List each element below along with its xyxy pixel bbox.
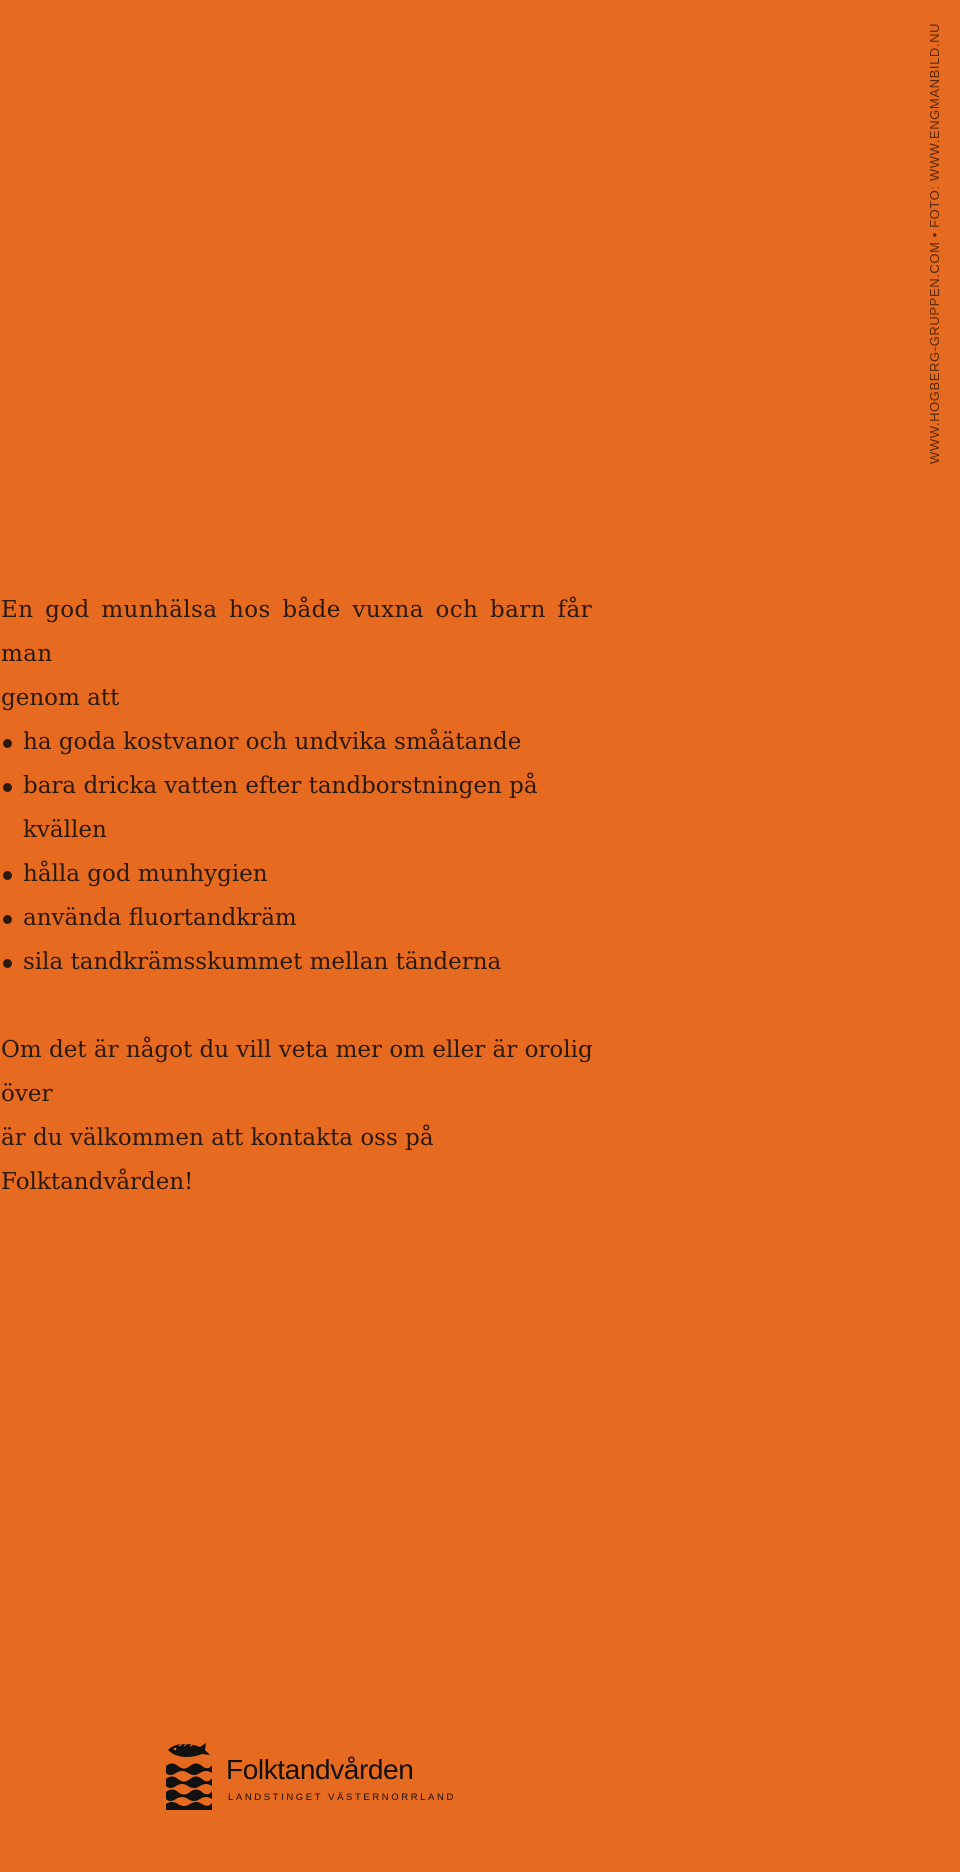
bullet-icon [3, 783, 12, 792]
tips-list [1, 720, 621, 984]
credit-agency: WWW.HOGBERG-GRUPPEN.COM [927, 241, 942, 464]
closing-line: Om det är något du vill veta mer om eller är orolig över [1, 1037, 593, 1107]
list-item [1, 764, 621, 852]
list-item [1, 940, 621, 984]
tip-text: bara dricka vatten efter tandborstningen på kvällen [23, 773, 538, 843]
tip-text: använda fluortandkräm [23, 905, 297, 931]
closing-line: är du välkommen att kontakta oss på Folktandvården! [1, 1125, 434, 1195]
tip-text: hålla god munhygien [23, 861, 268, 887]
intro-line: genom att [1, 685, 120, 711]
intro-line: En god munhälsa hos både vuxna och barn får man [1, 597, 592, 667]
bullet-icon [3, 915, 12, 924]
folktandvarden-logo [166, 1740, 456, 1810]
bullet-icon [3, 959, 12, 968]
intro-paragraph [1, 588, 621, 720]
bullet-icon [3, 739, 12, 748]
bullet-icon [3, 871, 12, 880]
list-item [1, 896, 621, 940]
main-text [1, 588, 621, 1204]
credit-separator: • [927, 232, 942, 238]
list-item [1, 852, 621, 896]
credit-photo: FOTO: WWW.ENGMANBILD.NU [927, 22, 942, 228]
tip-text: sila tandkrämsskummet mellan tänderna [23, 949, 502, 975]
logo-subtitle: LANDSTINGET VÄSTERNORRLAND [228, 1792, 456, 1803]
closing-paragraph [1, 1028, 621, 1204]
logo-name: Folktandvården [226, 1754, 414, 1785]
photo-credit [927, 23, 942, 464]
list-item [1, 720, 621, 764]
fish-waves-icon [166, 1740, 212, 1810]
tip-text: ha goda kostvanor och undvika småätande [23, 729, 522, 755]
